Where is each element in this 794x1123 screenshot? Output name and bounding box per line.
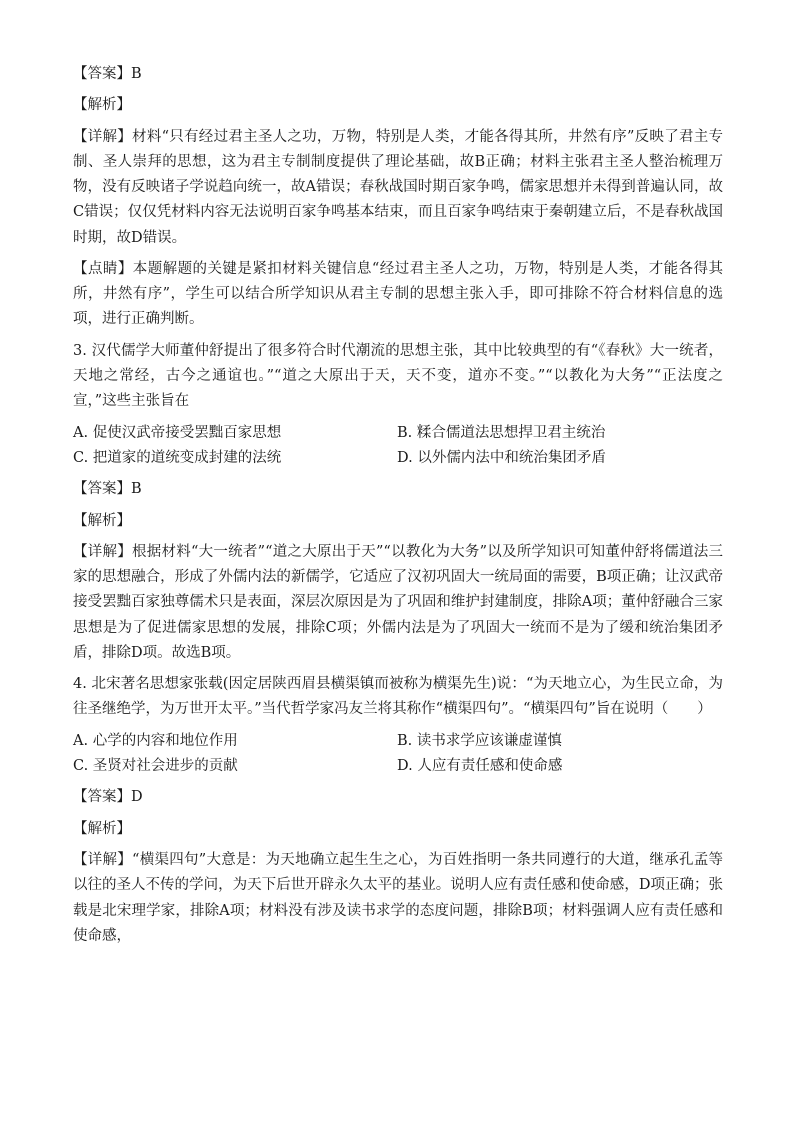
analysis-heading-q2: 【解析】 (73, 97, 131, 114)
q4-option-b: B. 读书求学应该谦虚谨慎 (397, 732, 562, 749)
q3-option-a: A. 促使汉武帝接受罢黜百家思想 (73, 424, 282, 441)
analysis-heading-q3: 【解析】 (73, 512, 131, 529)
q4-option-c: C. 圣贤对社会进步的贡献 (73, 757, 238, 774)
question-4: 4. 北宋著名思想家张载(因定居陕西眉县横渠镇而被称为横渠先生)说：“为天地立心，为生民立命，为往圣继绝学，为万世开太平。”当代哲学家冯友兰将其称作“横渠四句”。“横渠四句”旨在说明（ ） (73, 676, 723, 718)
q4-option-d: D. 人应有责任感和使命感 (397, 757, 563, 774)
answer-q3: 【答案】B (73, 481, 142, 498)
question-3-options (73, 421, 723, 471)
document-page (73, 62, 723, 955)
question-4-options (73, 729, 723, 779)
answer-q4: 【答案】D (73, 789, 143, 806)
answer-q2: 【答案】B (73, 66, 142, 82)
q3-option-d: D. 以外儒内法中和统治集团矛盾 (397, 449, 606, 466)
detail-q4: 【详解】“横渠四句”大意是：为天地确立起生生之心，为百姓指明一条共同遵行的大道，继承孔孟等以往的圣人不传的学问，为天下后世开辟永久太平的基业。说明人应有责任感和使命感，D项正确；张载是北宋理学家，排除A项；材料没有涉及读书求学的态度问题，排除B项；材料强调人应有责任感和使命感， (73, 852, 723, 944)
note-q2: 【点睛】本题解题的关键是紧扣材料关键信息“经过君主圣人之功，万物，特别是人类，才能各得其所，井然有序”，学生可以结合所学知识从君主专制的思想主张入手，即可排除不符合材料信息的选项，进行正确判断。 (73, 260, 723, 328)
detail-q2: 【详解】材料“只有经过君主圣人之功，万物，特别是人类，才能各得其所，井然有序”反映了君主专制、圣人崇拜的思想，这为君主专制制度提供了理论基础，故B正确；材料主张君主圣人整治梳理万物，没有反映诸子学说趋向统一，故A错误；春秋战国时期百家争鸣，儒家思想并未得到普遍认同，故C错误；仅仅凭材料内容无法说明百家争鸣基本结束，而且百家争鸣结束于秦朝建立后，不是春秋战国时期，故D错误。 (73, 128, 723, 246)
q3-option-b: B. 糅合儒道法思想捍卫君主统治 (397, 424, 606, 441)
q3-option-c: C. 把道家的道统变成封建的法统 (73, 449, 282, 466)
analysis-heading-q4: 【解析】 (73, 820, 131, 837)
detail-q3: 【详解】根据材料“大一统者”“道之大原出于天”“以教化为大务”以及所学知识可知董仲舒将儒道法三家的思想融合，形成了外儒内法的新儒学，它适应了汉初巩固大一统局面的需要，B项正确；让汉武帝接受罢黜百家独尊儒术只是表面，深层次原因是为了巩固和维护封建制度，排除A项；董仲舒融合三家思想是为了促进儒家思想的发展，排除C项；外儒内法是为了巩固大一统而不是为了缓和统治集团矛盾，排除D项。故选B项。 (73, 543, 723, 661)
q4-option-a: A. 心学的内容和地位作用 (73, 732, 238, 749)
question-3: 3. 汉代儒学大师董仲舒提出了很多符合时代潮流的思想主张，其中比较典型的有“《春秋》大一统者，天地之常经，古今之通谊也。”“道之大原出于天，天不变，道亦不变。”“以教化为大务”“正法度之宣，”这些主张旨在 (73, 342, 723, 410)
